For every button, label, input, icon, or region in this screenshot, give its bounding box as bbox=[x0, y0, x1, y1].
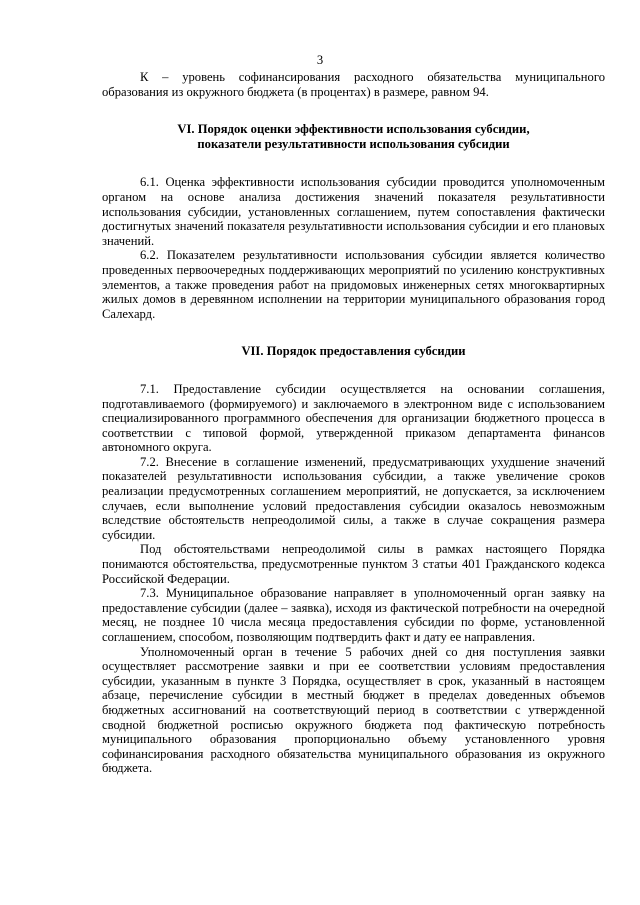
paragraph-7-2: 7.2. Внесение в соглашение изменений, предусматривающих ухудшение значений показателей результативности использования субсидии, а также увеличение сроков реализации предусмотренных соглашением мероприятий, не допускается, за исключением случаев, если выполнение условий предоставления субсидии оказалось невозможным вследствие обстоятельств непреодолимой силы, а также в случае сокращения размера субсидии. bbox=[102, 454, 605, 542]
paragraph-7-1: 7.1. Предоставление субсидии осуществляется на основании соглашения, подготавливаемого (формируемого) и заключаемого в электронном виде с использованием специализированного программного обеспечения для организации бюджетного процесса в соответствии с типовой формой, утвержденной приказом департамента финансов автономного округа. bbox=[102, 381, 605, 455]
intro-paragraph: К – уровень софинансирования расходного обязательства муниципального образования из окружного бюджета (в процентах) в размере, равном 94. bbox=[102, 70, 605, 99]
paragraph-6-1: 6.1. Оценка эффективности использования субсидии проводится уполномоченным органом на основе анализа достижения значений показателя результативности использования субсидии, установленных соглашением, путем сопоставления фактически достигнутых значений показателя результативности использования субсидии и его плановых значений. bbox=[102, 175, 605, 248]
section-6-heading bbox=[102, 122, 605, 151]
section-7-heading: VII. Порядок предоставления субсидии bbox=[241, 344, 466, 359]
page-number: 3 bbox=[316, 53, 324, 67]
paragraph-7-3: 7.3. Муниципальное образование направляет в уполномоченный орган заявку на предоставление субсидии (далее – заявка), исходя из фактической потребности на очередной месяц, не позднее 10 числа месяца предоставления субсидии по форме, установленной соглашением, способом, позволяющим подтвердить факт и дату ее направления. bbox=[102, 586, 605, 644]
paragraph-authorized-body: Уполномоченный орган в течение 5 рабочих дней со дня поступления заявки осуществляет рассмотрение заявки и при ее соответствии условиям предоставления субсидии, указанным в пункте 3 Порядка, осуществляет в срок, указанный в настоящем абзаце, перечисление субсидии в местный бюджет в пределах доведенных объемов бюджетных ассигнований на соответствующий период в соответствии с утвержденной сводной бюджетной росписью окружного бюджета под фактическую потребность муниципального образования пропорционально объему установленного уровня софинансирования расходного обязательства муниципального образования из окружного бюджета. bbox=[102, 644, 605, 776]
section-6-heading-line-1: VI. Порядок оценки эффективности использования субсидии, bbox=[177, 122, 530, 137]
paragraph-6-2: 6.2. Показателем результативности использования субсидии является количество проведенных первоочередных поддерживающих мероприятий по усилению конструктивных элементов, а также проведения работ на придомовых инженерных сетях многоквартирных жилых домов в деревянном исполнении на территории муниципального образования город Салехард. bbox=[102, 248, 605, 321]
section-6-heading-line-2: показатели результативности использования субсидии bbox=[197, 136, 510, 151]
document-body bbox=[102, 70, 605, 776]
paragraph-force-majeure: Под обстоятельствами непреодолимой силы в рамках настоящего Порядка понимаются обстоятельства, предусмотренные пунктом 3 статьи 401 Гражданского кодекса Российской Федерации. bbox=[102, 542, 605, 586]
